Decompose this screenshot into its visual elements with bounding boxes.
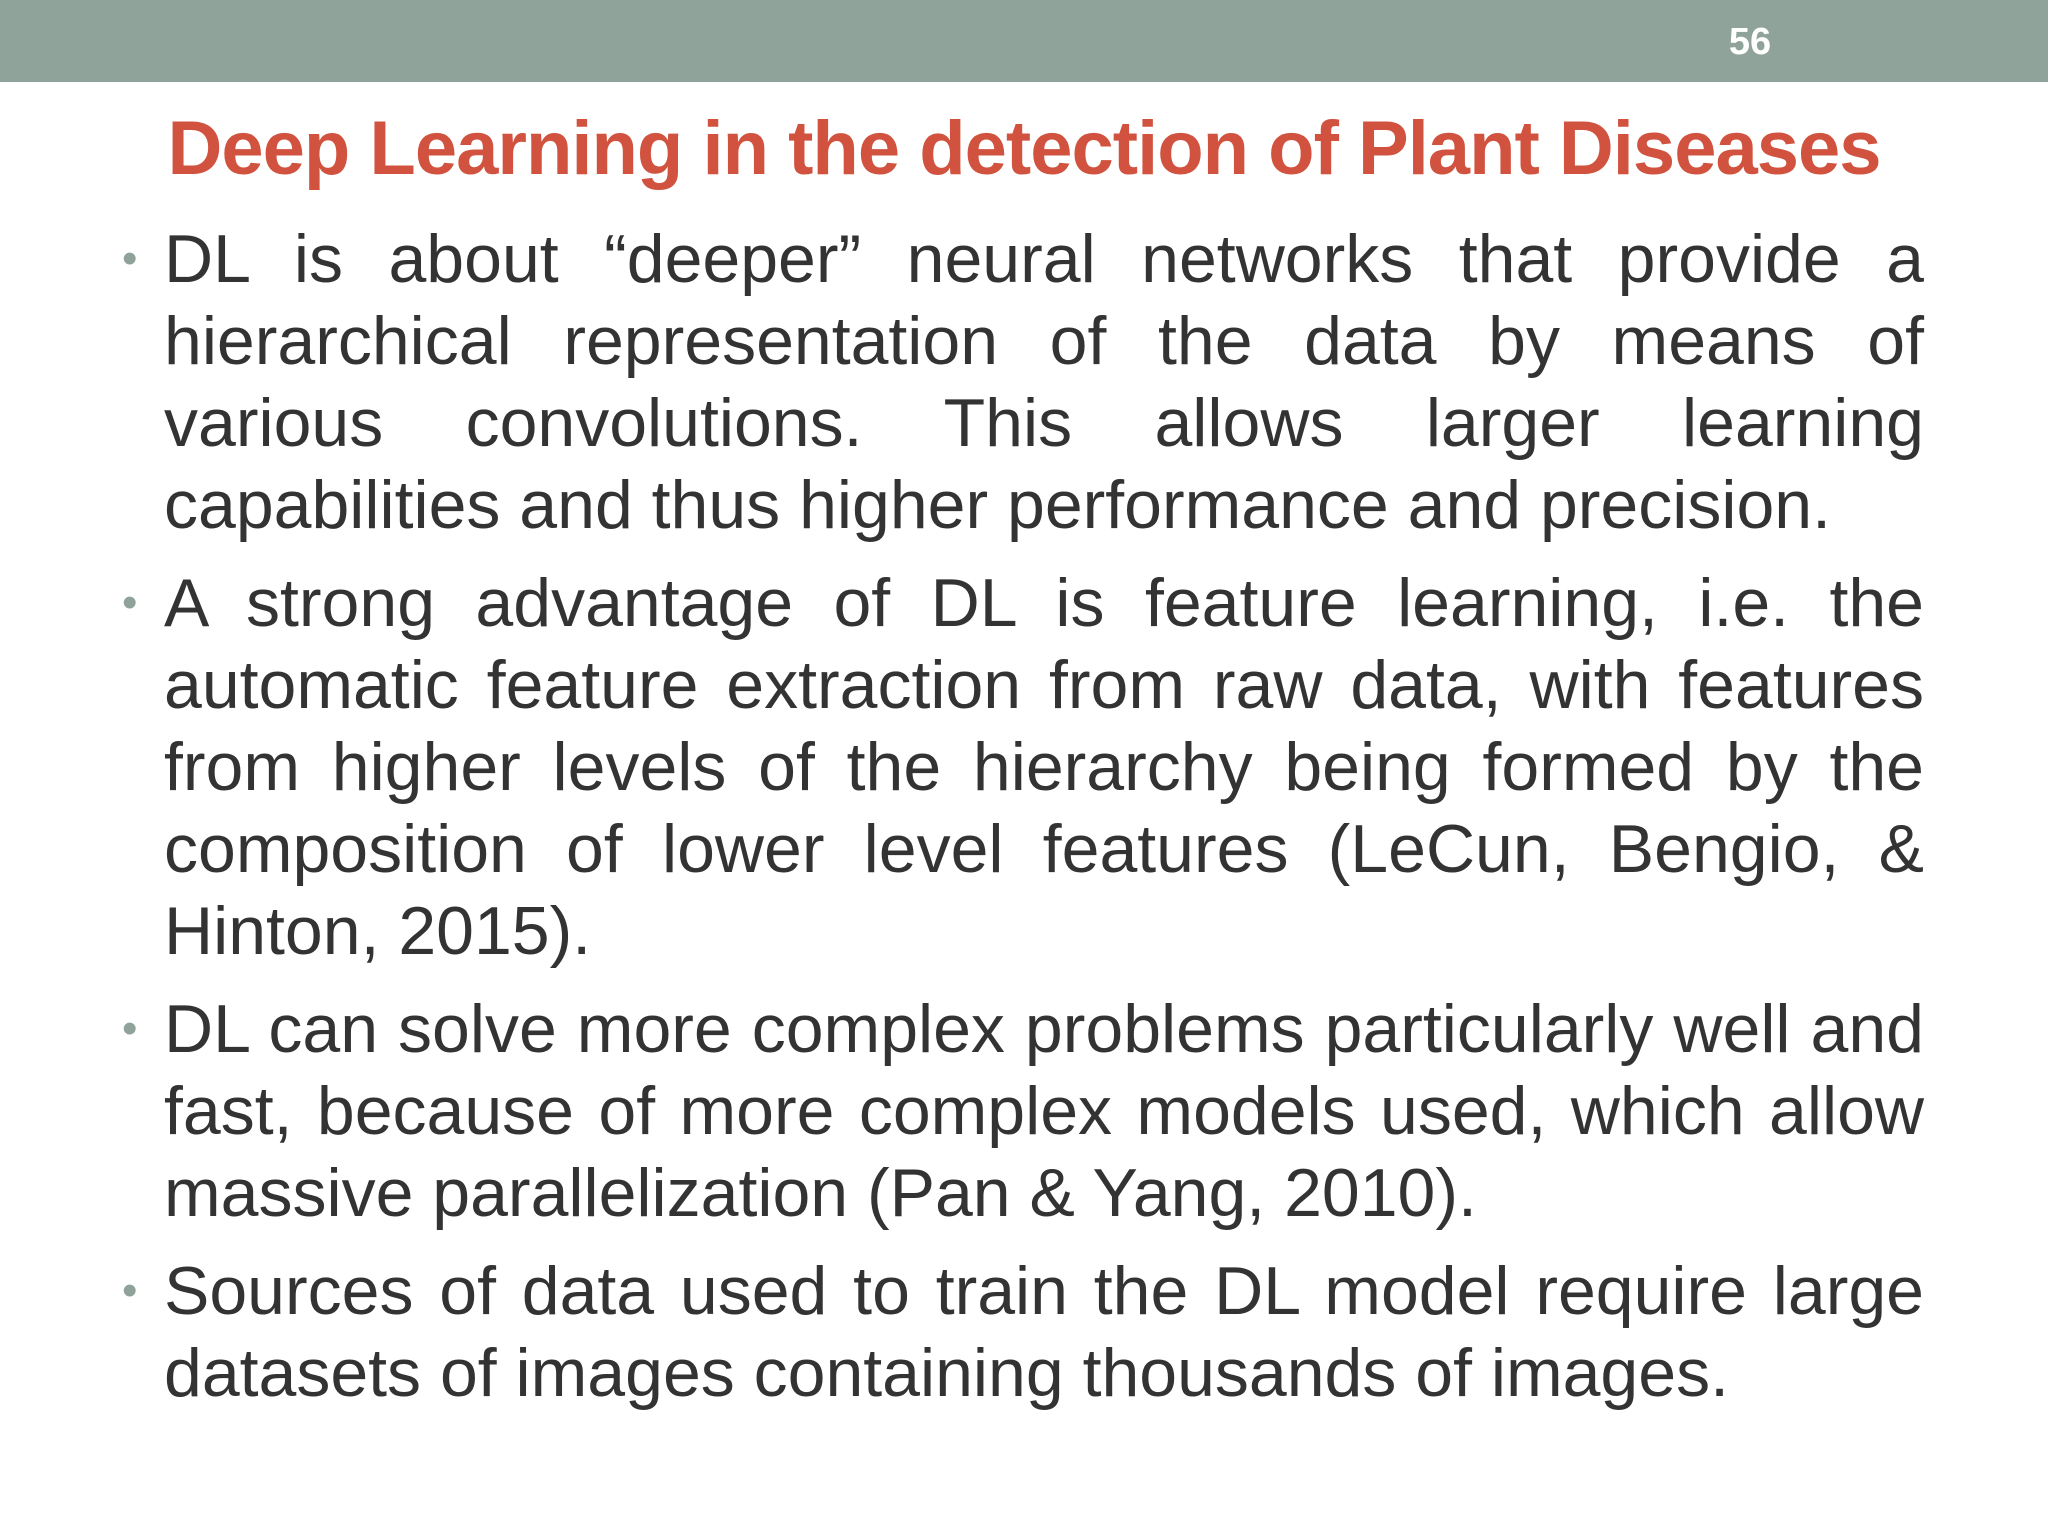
slide-title: Deep Learning in the detection of Plant Diseases xyxy=(167,106,1881,191)
bullet-item xyxy=(120,562,1924,972)
bullet-text: DL can solve more complex problems particularly well and fast, because of more complex models used, which allow massive parallelization (Pan & Yang, 2010). xyxy=(164,991,1924,1231)
bullet-list xyxy=(120,218,1924,1430)
bullet-text: DL is about “deeper” neural networks that provide a hierarchical representation of the data by means of various convolutions. This allows larger learning capabilities and thus higher performance and precision. xyxy=(164,221,1924,543)
bullet-icon: • xyxy=(122,578,138,627)
bullet-item xyxy=(120,218,1924,546)
bullet-item xyxy=(120,988,1924,1234)
bullet-icon: • xyxy=(122,1266,138,1315)
bullet-text: A strong advantage of DL is feature learning, i.e. the automatic feature extraction from raw data, with features from higher levels of the hierarchy being formed by the composition of lower level features (LeCun, Bengio, & Hinton, 2015). xyxy=(164,565,1924,969)
bullet-item xyxy=(120,1250,1924,1414)
bullet-text: Sources of data used to train the DL model require large datasets of images containing thousands of images. xyxy=(164,1253,1924,1411)
slide-header-bar xyxy=(0,0,2048,82)
slide-number: 56 xyxy=(1728,21,1772,63)
bullet-icon: • xyxy=(122,234,138,283)
bullet-icon: • xyxy=(122,1004,138,1053)
